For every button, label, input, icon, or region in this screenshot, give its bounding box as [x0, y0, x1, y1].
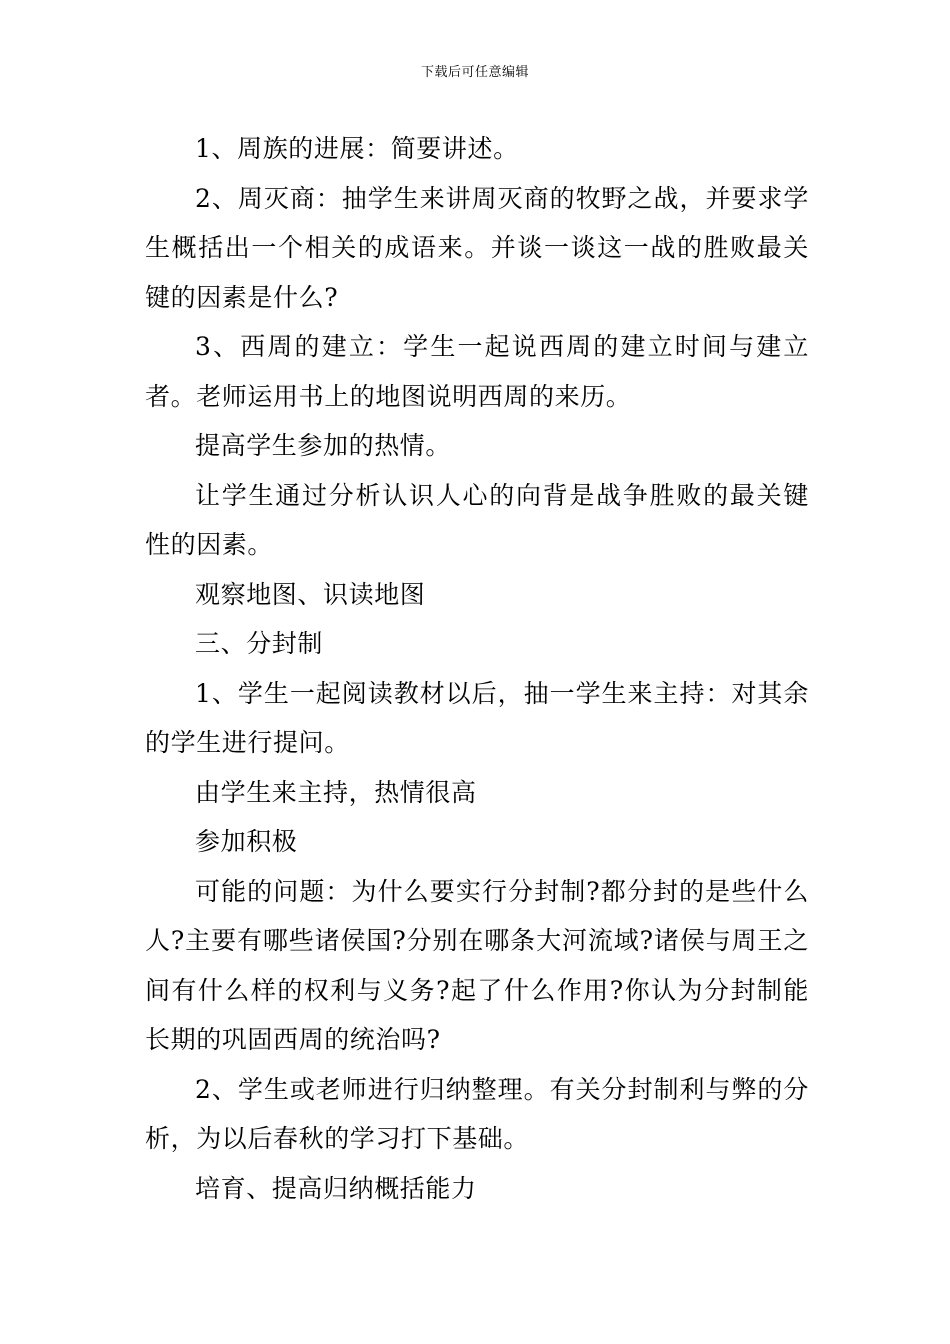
paragraph-participation-note: 提高学生参加的热情。	[195, 431, 452, 460]
paragraph-summary: 2、学生或老师进行归纳整理。有关分封制利与弊的分析，为以后春秋的学习打下基础。	[145, 1074, 809, 1153]
document-body	[145, 124, 809, 1213]
paragraph-student-host: 1、学生一起阅读教材以后，抽一学生来主持：对其余的学生进行提问。	[145, 678, 809, 757]
paragraph-western-zhou-founding: 3、西周的建立：学生一起说西周的建立时间与建立者。老师运用书上的地图说明西周的来历。	[145, 332, 809, 411]
paragraph-high-enthusiasm-note: 由学生来主持，热情很高	[195, 777, 477, 807]
paragraph-map-reading-note: 观察地图、识读地图	[195, 579, 426, 609]
paragraph-popular-support-note: 让学生通过分析认识人心的向背是战争胜败的最关键性的因素。	[145, 480, 809, 559]
section-heading-fengjian: 三、分封制	[195, 629, 324, 658]
page-header: 下载后可任意编辑	[420, 65, 529, 80]
paragraph-zhou-development: 1、周族的进展：简要讲述。	[195, 134, 519, 163]
paragraph-active-participation-note: 参加积极	[195, 827, 298, 856]
paragraph-ability-note: 培育、提高归纳概括能力	[195, 1173, 477, 1203]
paragraph-possible-questions: 可能的问题：为什么要实行分封制?都分封的是些什么人?主要有哪些诸侯国?分别在哪条大河流域?诸侯与周王之间有什么样的权利与义务?起了什么作用?你认为分封制能长期的巩固西周的统治吗?	[145, 876, 809, 1054]
paragraph-zhou-conquers-shang: 2、周灭商：抽学生来讲周灭商的牧野之战，并要求学生概括出一个相关的成语来。并谈一谈这一战的胜败最关键的因素是什么?	[145, 183, 809, 312]
